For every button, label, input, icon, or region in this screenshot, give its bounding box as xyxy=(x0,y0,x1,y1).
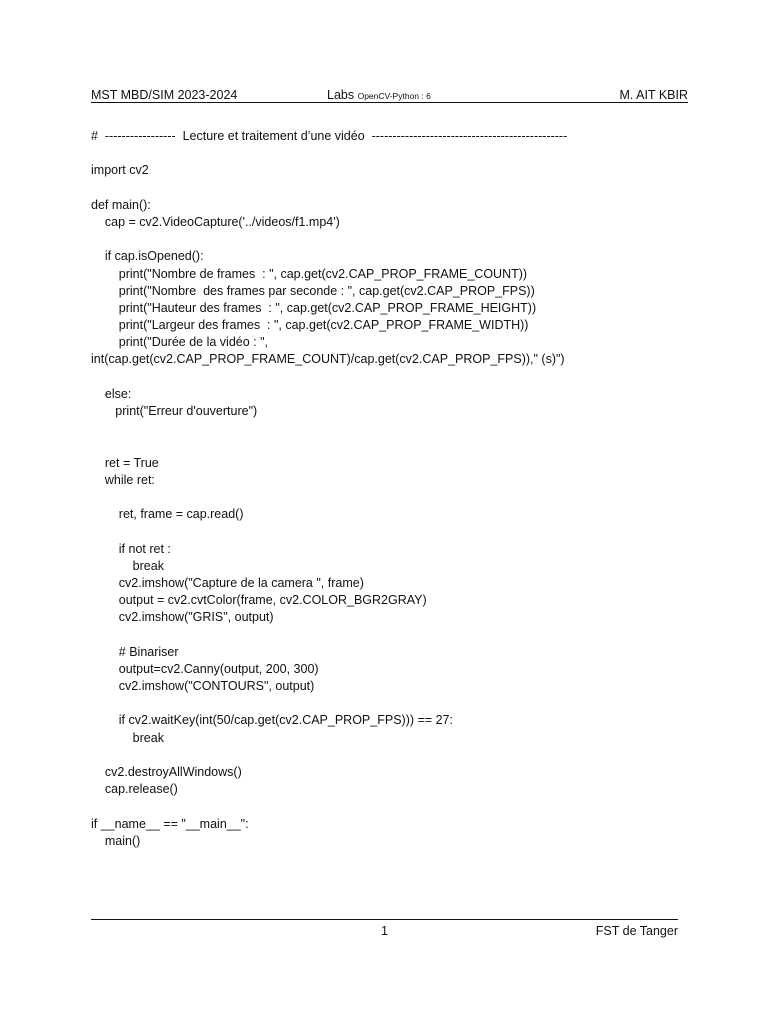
code-line: cv2.destroyAllWindows() xyxy=(91,764,242,779)
code-line: print("Largeur des frames : ", cap.get(cv2.CAP_PROP_FRAME_WIDTH)) xyxy=(91,318,529,333)
code-line: if cv2.waitKey(int(50/cap.get(cv2.CAP_PROP_FPS))) == 27: xyxy=(91,713,453,728)
code-listing xyxy=(91,128,691,850)
code-line: break xyxy=(91,730,164,745)
code-line: if cap.isOpened(): xyxy=(91,249,204,264)
code-line: break xyxy=(91,558,164,573)
code-line: print("Nombre de frames : ", cap.get(cv2.CAP_PROP_FRAME_COUNT)) xyxy=(91,266,528,281)
code-line xyxy=(91,626,691,643)
code-line: # ----------------- Lecture et traitement d’une vidéo ----------------------------------------------- xyxy=(91,129,568,143)
institution-name: FST de Tanger xyxy=(595,924,678,938)
code-line xyxy=(91,798,691,815)
code-line xyxy=(91,231,691,248)
code-line: while ret: xyxy=(91,472,155,487)
code-line: cv2.imshow("Capture de la camera ", frame) xyxy=(91,575,364,590)
code-line: main() xyxy=(91,833,141,848)
code-line: cv2.imshow("CONTOURS", output) xyxy=(91,679,315,693)
code-line xyxy=(91,695,691,712)
page-footer xyxy=(91,922,678,940)
author-name: M. AIT KBIR xyxy=(619,88,688,102)
lab-title-main: Labs xyxy=(327,88,355,102)
lab-title-sub: OpenCV-Python : 6 xyxy=(357,91,431,101)
code-line: else: xyxy=(91,386,132,401)
code-line: output=cv2.Canny(output, 200, 300) xyxy=(91,661,319,676)
code-line: cap.release() xyxy=(91,782,178,797)
code-line: import cv2 xyxy=(91,163,149,178)
code-line: # Binariser xyxy=(91,644,179,659)
code-line xyxy=(91,437,691,454)
code-line: print("Erreur d'ouverture") xyxy=(91,404,258,418)
code-line xyxy=(91,145,691,162)
page-number: 1 xyxy=(381,924,388,938)
code-line: output = cv2.cvtColor(frame, cv2.COLOR_BGR2GRAY) xyxy=(91,593,427,608)
code-line: ret, frame = cap.read() xyxy=(91,507,244,522)
header-rule xyxy=(91,102,688,103)
code-line xyxy=(91,369,691,386)
code-line: cv2.imshow("GRIS", output) xyxy=(91,610,274,625)
code-line: def main(): xyxy=(91,197,151,212)
code-line: ret = True xyxy=(91,455,159,470)
code-line: if not ret : xyxy=(91,541,171,556)
code-line xyxy=(91,180,691,197)
footer-rule xyxy=(91,919,678,920)
code-line: if __name__ == "__main__": xyxy=(91,816,249,831)
code-line: print("Hauteur des frames : ", cap.get(cv2.CAP_PROP_FRAME_HEIGHT)) xyxy=(91,300,537,315)
code-line xyxy=(91,747,691,764)
code-line xyxy=(91,420,691,437)
code-line: print("Durée de la vidéo : ", xyxy=(91,335,269,350)
course-label: MST MBD/SIM 2023-2024 xyxy=(91,88,238,102)
code-line: print("Nombre des frames par seconde : ", cap.get(cv2.CAP_PROP_FPS)) xyxy=(91,283,535,298)
code-line xyxy=(91,489,691,506)
code-line xyxy=(91,523,691,540)
code-line: int(cap.get(cv2.CAP_PROP_FRAME_COUNT)/cap.get(cv2.CAP_PROP_FPS))," (s)") xyxy=(91,352,565,367)
code-line: cap = cv2.VideoCapture('../videos/f1.mp4') xyxy=(91,214,340,229)
